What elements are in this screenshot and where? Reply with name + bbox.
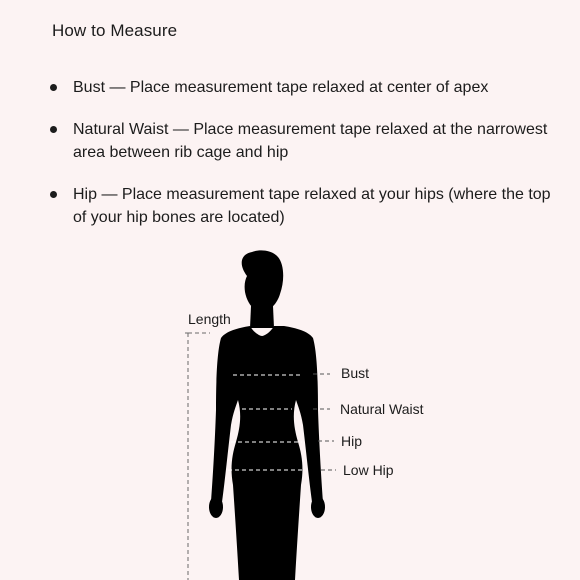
bullet-icon xyxy=(50,84,57,91)
instruction-bust xyxy=(73,76,555,99)
instruction-text: Hip — Place measurement tape relaxed at your hips (where the top of your hip bones are located) xyxy=(73,186,551,226)
instruction-text: Natural Waist — Place measurement tape relaxed at the narrowest area between rib cage and hip xyxy=(73,121,548,161)
bust-label: Bust xyxy=(341,365,370,381)
instruction-hip xyxy=(73,183,555,229)
body-measurement-diagram xyxy=(0,240,580,580)
body-shape xyxy=(211,326,323,580)
measurement-instructions xyxy=(73,76,555,229)
bullet-icon xyxy=(50,191,57,198)
body-silhouette-illustration xyxy=(0,240,580,580)
page-title: How to Measure xyxy=(52,21,178,40)
instruction-natural-waist xyxy=(73,118,555,164)
right-hand xyxy=(311,496,325,518)
length-indicator xyxy=(185,333,210,580)
low-hip-label: Low Hip xyxy=(343,462,394,478)
length-label: Length xyxy=(188,311,231,327)
silhouette-figure xyxy=(209,250,325,580)
hip-label: Hip xyxy=(341,433,363,449)
natural-waist-label: Natural Waist xyxy=(340,401,424,417)
neck-shape xyxy=(250,306,274,328)
instruction-text: Bust — Place measurement tape relaxed at center of apex xyxy=(73,79,489,96)
bullet-icon xyxy=(50,126,57,133)
left-hand xyxy=(209,496,223,518)
head-shape xyxy=(242,250,283,312)
